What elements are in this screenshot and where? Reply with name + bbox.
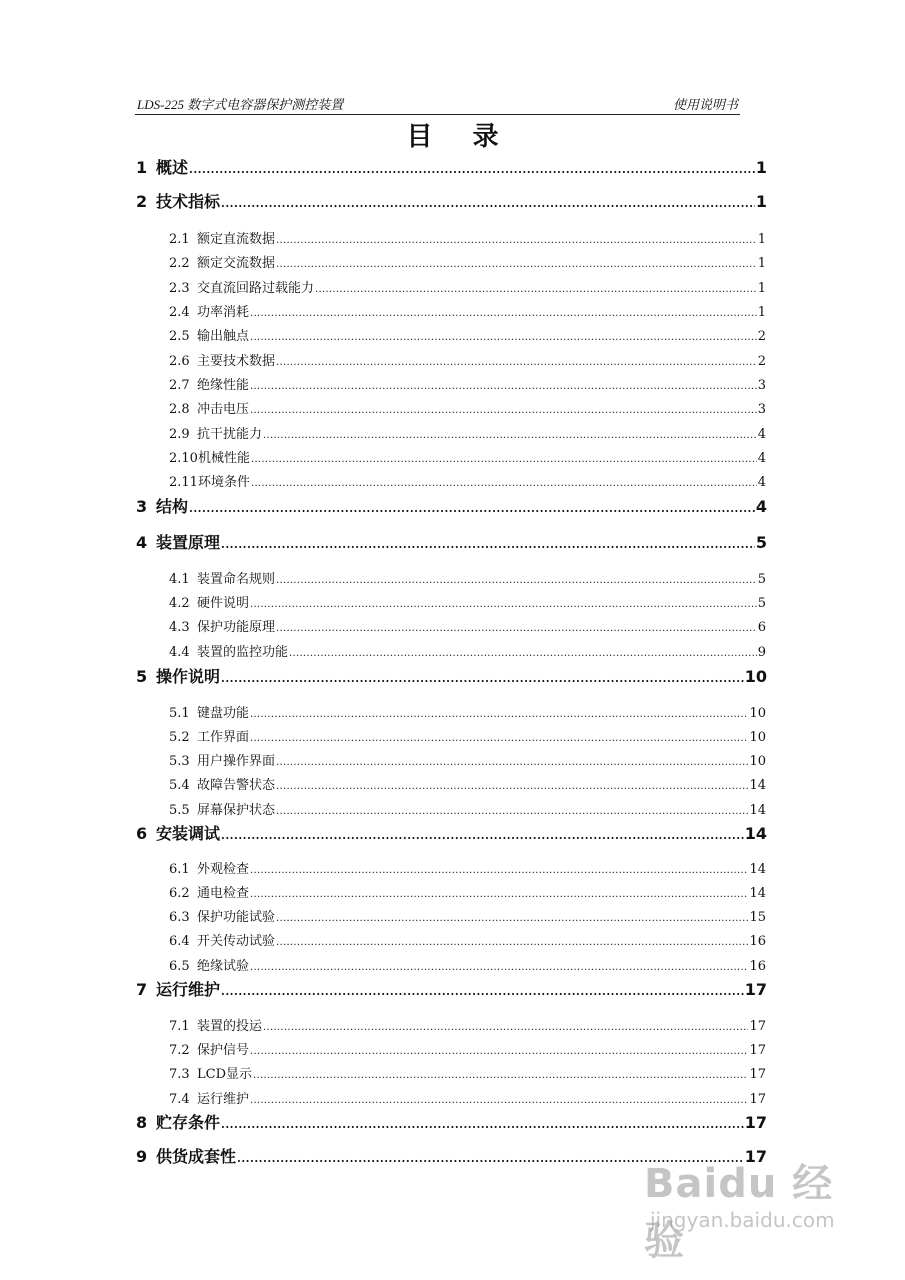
toc-entry-number: 7.2 xyxy=(169,1043,190,1058)
toc-entry-label: 环境条件 xyxy=(197,475,250,490)
toc-entry-page: 1 xyxy=(757,256,766,271)
toc-entry-number: 6.3 xyxy=(169,910,190,925)
toc-entry-8[interactable] xyxy=(136,1110,767,1133)
toc-entry-label: 机械性能 xyxy=(197,451,250,466)
toc-entry-page: 14 xyxy=(749,778,766,793)
toc-dot-leader xyxy=(289,648,757,659)
toc-entry-page: 5 xyxy=(757,596,766,611)
toc-entry-label: 交直流回路过载能力 xyxy=(197,281,315,296)
toc-entry-page: 17 xyxy=(744,1113,767,1132)
toc-entry-number: 6.4 xyxy=(169,934,190,949)
toc-entry-6-1[interactable] xyxy=(169,858,766,877)
toc-entry-label: 额定直流数据 xyxy=(197,232,276,247)
toc-entry-number: 2.9 xyxy=(169,427,190,442)
baidu-watermark xyxy=(640,1152,850,1264)
toc-entry-7-4[interactable] xyxy=(169,1088,766,1107)
toc-entry-page: 17 xyxy=(749,1043,766,1058)
toc-entry-page: 17 xyxy=(749,1092,766,1107)
toc-dot-leader xyxy=(189,163,755,176)
toc-entry-label: 保护功能原理 xyxy=(197,620,276,635)
toc-entry-number: 7.3 xyxy=(169,1067,190,1082)
toc-entry-number: 5.2 xyxy=(169,730,190,745)
toc-entry-label: LCD显示 xyxy=(197,1067,253,1082)
toc-entry-number: 2.8 xyxy=(169,402,190,417)
toc-entry-7[interactable] xyxy=(136,977,767,1000)
toc-entry-label: 通电检查 xyxy=(197,886,250,901)
watermark-url: jingyan.baidu.com xyxy=(650,1208,835,1232)
toc-entry-page: 16 xyxy=(749,934,766,949)
toc-entry-page: 5 xyxy=(757,572,766,587)
toc-entry-number: 7.4 xyxy=(169,1092,190,1107)
toc-entry-number: 5.5 xyxy=(169,803,190,818)
toc-entry-label: 结构 xyxy=(156,497,189,516)
toc-entry-2-7[interactable] xyxy=(169,374,766,393)
toc-entry-number: 2.7 xyxy=(169,378,190,393)
toc-entry-4-3[interactable] xyxy=(169,616,766,635)
toc-dot-leader xyxy=(221,672,744,685)
toc-dot-leader xyxy=(221,985,744,998)
toc-entry-2-9[interactable] xyxy=(169,423,766,442)
toc-entry-label: 冲击电压 xyxy=(197,402,250,417)
toc-dot-leader xyxy=(276,781,748,792)
header-manual-label: 使用说明书 xyxy=(672,97,738,112)
toc-entry-5-4[interactable] xyxy=(169,774,766,793)
toc-dot-leader xyxy=(263,430,757,441)
toc-entry-6[interactable] xyxy=(136,821,767,844)
toc-entry-number: 4.3 xyxy=(169,620,190,635)
toc-entry-number: 6.2 xyxy=(169,886,190,901)
toc-entry-label: 硬件说明 xyxy=(197,596,250,611)
toc-entry-label: 外观检查 xyxy=(197,862,250,877)
toc-entry-number: 8 xyxy=(136,1113,148,1132)
toc-entry-number: 2 xyxy=(136,192,148,211)
toc-entry-4-1[interactable] xyxy=(169,568,766,587)
toc-entry-number: 2.11 xyxy=(169,475,198,490)
toc-dot-leader xyxy=(276,757,748,768)
toc-entry-number: 2.10 xyxy=(169,451,198,466)
toc-entry-7-1[interactable] xyxy=(169,1015,766,1034)
toc-entry-number: 6 xyxy=(136,824,148,843)
toc-dot-leader xyxy=(253,1070,748,1081)
toc-entry-page: 4 xyxy=(757,451,766,466)
toc-entry-6-3[interactable] xyxy=(169,906,766,925)
toc-entry-number: 5.3 xyxy=(169,754,190,769)
toc-entry-4-4[interactable] xyxy=(169,641,766,660)
toc-entry-label: 保护功能试验 xyxy=(197,910,276,925)
toc-entry-page: 1 xyxy=(757,281,766,296)
toc-entry-number: 7.1 xyxy=(169,1019,190,1034)
toc-dot-leader xyxy=(250,889,748,900)
toc-dot-leader xyxy=(250,381,757,392)
toc-entry-page: 17 xyxy=(744,980,767,999)
toc-entry-number: 2.2 xyxy=(169,256,190,271)
toc-entry-6-2[interactable] xyxy=(169,882,766,901)
toc-entry-page: 5 xyxy=(755,533,767,552)
toc-entry-5-5[interactable] xyxy=(169,799,766,818)
toc-entry-number: 9 xyxy=(136,1147,148,1166)
watermark-brand: Baidu 经验 xyxy=(644,1161,834,1264)
toc-entry-label: 装置原理 xyxy=(156,533,221,552)
toc-entry-2-8[interactable] xyxy=(169,398,766,417)
toc-entry-page: 4 xyxy=(757,427,766,442)
toc-entry-2-4[interactable] xyxy=(169,301,766,320)
toc-entry-page: 3 xyxy=(757,402,766,417)
toc-dot-leader xyxy=(250,865,748,876)
toc-entry-page: 15 xyxy=(749,910,766,925)
toc-entry-page: 2 xyxy=(757,329,766,344)
toc-entry-number: 4.4 xyxy=(169,645,190,660)
toc-entry-number: 5 xyxy=(136,667,148,686)
toc-entry-page: 1 xyxy=(757,305,766,320)
toc-entry-label: 概述 xyxy=(156,158,189,177)
toc-entry-label: 额定交流数据 xyxy=(197,256,276,271)
toc-entry-label: 操作说明 xyxy=(156,667,221,686)
toc-dot-leader xyxy=(276,623,757,634)
toc-entry-label: 输出触点 xyxy=(197,329,250,344)
toc-entry-label: 安装调试 xyxy=(156,824,221,843)
toc-entry-page: 14 xyxy=(749,886,766,901)
toc-entry-number: 5.4 xyxy=(169,778,190,793)
page-title: 目录 xyxy=(406,122,539,152)
toc-dot-leader xyxy=(250,1046,748,1057)
toc-entry-label: 绝缘试验 xyxy=(197,959,250,974)
toc-dot-leader xyxy=(250,962,748,973)
toc-entry-5-1[interactable] xyxy=(169,702,766,721)
toc-entry-page: 9 xyxy=(757,645,766,660)
toc-dot-leader xyxy=(276,259,757,270)
toc-dot-leader xyxy=(276,806,748,817)
toc-entry-page: 1 xyxy=(757,232,766,247)
toc-entry-page: 17 xyxy=(749,1019,766,1034)
toc-entry-label: 技术指标 xyxy=(156,192,221,211)
toc-entry-label: 绝缘性能 xyxy=(197,378,250,393)
toc-entry-5-2[interactable] xyxy=(169,726,766,745)
toc-entry-2-10[interactable] xyxy=(169,447,766,466)
toc-entry-page: 14 xyxy=(749,803,766,818)
toc-entry-5[interactable] xyxy=(136,664,767,687)
toc-dot-leader xyxy=(189,502,755,515)
page-header xyxy=(135,92,740,115)
toc-dot-leader xyxy=(250,332,757,343)
header-document-title: LDS-225 数字式电容器保护测控装置 xyxy=(137,97,344,112)
toc-entry-number: 4.2 xyxy=(169,596,190,611)
toc-entry-page: 14 xyxy=(744,824,767,843)
toc-entry-4-2[interactable] xyxy=(169,592,766,611)
toc-entry-number: 7 xyxy=(136,980,148,999)
toc-entry-label: 工作界面 xyxy=(197,730,250,745)
toc-dot-leader xyxy=(221,829,744,842)
toc-entry-page: 4 xyxy=(755,497,767,516)
toc-entry-number: 2.6 xyxy=(169,354,190,369)
toc-entry-number: 2.4 xyxy=(169,305,190,320)
toc-dot-leader xyxy=(276,235,757,246)
toc-entry-page: 10 xyxy=(749,754,766,769)
toc-dot-leader xyxy=(221,538,755,551)
toc-entry-number: 6.5 xyxy=(169,959,190,974)
toc-entry-label: 故障告警状态 xyxy=(197,778,276,793)
toc-entry-number: 4.1 xyxy=(169,572,190,587)
toc-entry-2-5[interactable] xyxy=(169,325,766,344)
toc-entry-page: 10 xyxy=(744,667,767,686)
toc-dot-leader xyxy=(263,1022,748,1033)
toc-entry-6-5[interactable] xyxy=(169,955,766,974)
toc-entry-label: 抗干扰能力 xyxy=(197,427,263,442)
toc-entry-label: 运行维护 xyxy=(156,980,221,999)
toc-entry-page: 1 xyxy=(755,158,767,177)
toc-entry-label: 装置命名规则 xyxy=(197,572,276,587)
toc-entry-label: 功率消耗 xyxy=(197,305,250,320)
toc-dot-leader xyxy=(250,709,748,720)
toc-entry-page: 2 xyxy=(757,354,766,369)
toc-entry-5-3[interactable] xyxy=(169,750,766,769)
toc-entry-page: 17 xyxy=(744,1147,767,1166)
toc-entry-2-11[interactable] xyxy=(169,471,766,490)
toc-entry-number: 2.5 xyxy=(169,329,190,344)
toc-entry-number: 4 xyxy=(136,533,148,552)
toc-entry-label: 保护信号 xyxy=(197,1043,250,1058)
toc-entry-number: 1 xyxy=(136,158,148,177)
toc-entry-page: 4 xyxy=(757,475,766,490)
toc-entry-label: 主要技术数据 xyxy=(197,354,276,369)
toc-dot-leader xyxy=(221,1118,744,1131)
toc-dot-leader xyxy=(276,913,748,924)
toc-entry-number: 6.1 xyxy=(169,862,190,877)
toc-entry-label: 用户操作界面 xyxy=(197,754,276,769)
toc-entry-label: 开关传动试验 xyxy=(197,934,276,949)
toc-dot-leader xyxy=(276,575,757,586)
toc-dot-leader xyxy=(250,733,748,744)
toc-dot-leader xyxy=(250,405,757,416)
toc-entry-page: 3 xyxy=(757,378,766,393)
toc-entry-label: 贮存条件 xyxy=(156,1113,221,1132)
toc-entry-2[interactable] xyxy=(136,189,767,212)
toc-entry-label: 供货成套性 xyxy=(156,1147,237,1166)
toc-entry-page: 14 xyxy=(749,862,766,877)
toc-entry-page: 6 xyxy=(757,620,766,635)
toc-entry-label: 运行维护 xyxy=(197,1092,250,1107)
toc-entry-label: 装置的监控功能 xyxy=(197,645,289,660)
toc-dot-leader xyxy=(315,284,757,295)
toc-entry-2-3[interactable] xyxy=(169,277,766,296)
toc-entry-page: 17 xyxy=(749,1067,766,1082)
toc-dot-leader xyxy=(276,937,748,948)
toc-entry-page: 1 xyxy=(755,192,767,211)
toc-entry-label: 屏幕保护状态 xyxy=(197,803,276,818)
toc-entry-label: 键盘功能 xyxy=(197,706,250,721)
toc-entry-number: 5.1 xyxy=(169,706,190,721)
toc-entry-page: 10 xyxy=(749,730,766,745)
toc-entry-3[interactable] xyxy=(136,494,767,517)
toc-dot-leader xyxy=(250,308,757,319)
toc-dot-leader xyxy=(250,1095,748,1106)
toc-entry-page: 10 xyxy=(749,706,766,721)
toc-entry-2-2[interactable] xyxy=(169,252,766,271)
toc-dot-leader xyxy=(276,357,757,368)
toc-entry-number: 3 xyxy=(136,497,148,516)
toc-dot-leader xyxy=(251,454,757,465)
toc-entry-number: 2.1 xyxy=(169,232,190,247)
toc-entry-2-6[interactable] xyxy=(169,350,766,369)
toc-entry-7-2[interactable] xyxy=(169,1039,766,1058)
toc-entry-4[interactable] xyxy=(136,530,767,553)
toc-entry-2-1[interactable] xyxy=(169,228,766,247)
toc-entry-label: 装置的投运 xyxy=(197,1019,263,1034)
toc-dot-leader xyxy=(251,478,757,489)
toc-dot-leader xyxy=(250,599,757,610)
toc-entry-page: 16 xyxy=(749,959,766,974)
toc-entry-number: 2.3 xyxy=(169,281,190,296)
toc-entry-1[interactable] xyxy=(136,155,767,178)
toc-entry-6-4[interactable] xyxy=(169,930,766,949)
toc-entry-7-3[interactable] xyxy=(169,1063,766,1082)
toc-dot-leader xyxy=(221,197,755,210)
